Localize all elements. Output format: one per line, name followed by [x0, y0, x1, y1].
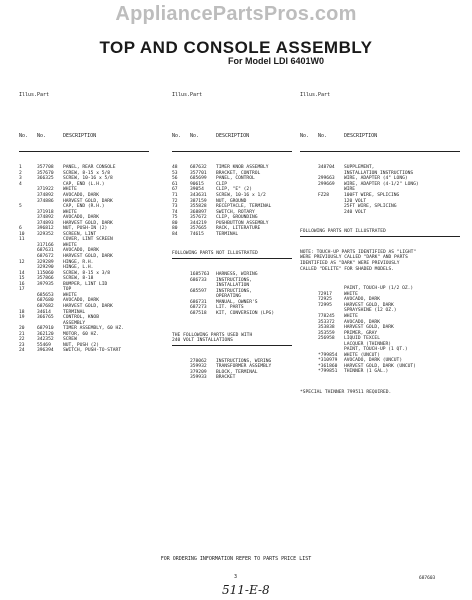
section-heading-not-illustrated: FOLLOWING PARTS NOT ILLUSTRATED: [300, 229, 460, 237]
description-header: DESCRIPTION: [216, 133, 250, 140]
part-no: 686733: [190, 277, 207, 283]
description: LIT. PARTS: [216, 305, 244, 311]
part-no: 329289: [37, 259, 54, 265]
description: 100FT WIRE, SPLICING: [344, 193, 400, 199]
description: TRANSFORMER ASSEMBLY: [216, 364, 272, 370]
partno-header: No.: [318, 133, 328, 140]
description: SUPPLEMENT,: [344, 165, 375, 171]
description: WHITE: [63, 187, 77, 193]
parts-column-3: [300, 69, 460, 401]
part-no: 366325: [37, 176, 54, 182]
description: SCREW, 8-15 x 5/8: [63, 170, 111, 176]
description: CAP, END (L.H.): [63, 181, 105, 187]
description: PANEL, REAR CONSOLE: [63, 165, 116, 171]
part-no: 55469: [37, 342, 51, 348]
parts-list-2c: [172, 359, 292, 381]
description: BRACKET: [216, 375, 236, 381]
part-no: 371918: [37, 209, 54, 215]
parts-list-1: [19, 165, 149, 354]
illus-no: 3: [19, 176, 22, 182]
description: HARVEST GOLD, DARK: [63, 220, 113, 226]
description: SCREW: [63, 337, 77, 343]
column-header-top: [172, 80, 292, 110]
description: AVOCADO, DARK (UNCUT): [344, 358, 403, 364]
part-no: 357672: [190, 215, 207, 221]
description: PUSHBUTTON ASSEMBLY: [216, 220, 269, 226]
description: HARVEST GOLD, DARK: [344, 325, 394, 331]
part-no: 355828: [190, 204, 207, 210]
description: LACQUER (THINNER): [344, 341, 392, 347]
description: AVOCADO, DARK: [63, 298, 99, 304]
description: WHITE: [63, 292, 77, 298]
description: WHITE: [63, 209, 77, 215]
illus-no: 23: [19, 342, 25, 348]
illus-no: 6: [19, 226, 22, 232]
part-no: 371922: [37, 187, 54, 193]
description: INSTRUCTIONS, WIRING: [216, 358, 272, 364]
part-no: 379209: [190, 369, 207, 375]
part-no: 396812: [37, 226, 54, 232]
illus-no: 56: [172, 176, 178, 182]
part-no: *799854: [318, 352, 338, 358]
illus-no: [172, 311, 190, 317]
part-no: 353559: [318, 330, 335, 336]
thinner-footnote: *SPECIAL THINNER 799511 REQUIRED.: [300, 390, 392, 396]
part-no: 374893: [37, 220, 54, 226]
description: WIRE, ADAPTER (4-1/2" LONG): [344, 181, 419, 187]
illus-no: 75: [172, 215, 178, 221]
description: SWITCH, PUSH-TO-START: [63, 348, 122, 354]
description-header: DESCRIPTION: [63, 133, 97, 140]
part-no: 72917: [318, 291, 332, 297]
illus-no: [172, 375, 190, 381]
part-no: 72995: [318, 302, 332, 308]
description: TIMER KNOB ASSEMBLY: [216, 165, 269, 171]
illus-no: 20: [19, 326, 25, 332]
description: MANUAL, OWNER'S: [216, 299, 258, 305]
description: LIQUID TEXCEL: [344, 336, 380, 342]
description: OPERATING: [216, 294, 241, 300]
description: WIRE: [344, 187, 356, 193]
illus-no: 17: [19, 287, 25, 293]
part-no: [318, 210, 344, 216]
illus-header: Illus.: [172, 92, 191, 99]
description: CAP, END (R.H.): [63, 204, 105, 210]
illus-no: 80: [172, 220, 178, 226]
part-no: FZ28: [318, 193, 330, 199]
part-no: 357866: [37, 276, 54, 282]
description: HARVEST GOLD, DARK: [63, 198, 113, 204]
description: NUT, PUSH (2): [63, 342, 99, 348]
part-no: 778245: [318, 313, 335, 319]
description: AVOCADO, DARK: [63, 248, 99, 254]
part-header: Part: [190, 92, 203, 99]
section-heading-240v: THE FOLLOWING PARTS USED WITH 240 VOLT INSTALLATIONS: [172, 333, 292, 346]
part-no: 299663: [318, 176, 335, 182]
description: TERMINAL: [216, 231, 239, 237]
part-header: Part: [318, 92, 331, 99]
illus-no: 18: [19, 309, 25, 315]
description: PANEL, CONTROL: [216, 176, 255, 182]
part-no: 357701: [190, 170, 207, 176]
description: TOP: [63, 287, 72, 293]
illus-no: [300, 369, 318, 375]
description: WHITE: [63, 242, 77, 248]
column-header-bottom: [300, 121, 460, 152]
description: KIT, CONVERSION (LPG): [216, 310, 275, 316]
illus-no: 5: [19, 204, 22, 210]
description: RECEPTACLE, TERMINAL: [216, 204, 272, 210]
description: BRACKET, CONTROL: [216, 170, 261, 176]
part-no: 329290: [37, 265, 54, 271]
description: SCREW, 10-16 x 1/2: [216, 193, 266, 199]
parts-column-1: [19, 69, 149, 359]
description: SPRAYSHINE (12 OZ.): [344, 308, 397, 314]
description: PAINT, TOUCH-UP (1 QT.): [344, 347, 408, 353]
description: NUT, GROUND: [216, 198, 247, 204]
illus-no: 84: [172, 231, 178, 237]
description: AVOCADO, DARK: [344, 319, 380, 325]
document-number: 687603: [419, 576, 436, 581]
part-no: 687273: [190, 305, 207, 311]
partno-header: No.: [37, 133, 47, 140]
part-no: 687672: [37, 254, 54, 260]
part-no: 317166: [37, 242, 54, 248]
part-no: 687518: [190, 310, 207, 316]
description: INSTRUCTIONS,: [216, 277, 252, 283]
part-no: 39054: [190, 187, 204, 193]
illus-no: 73: [172, 204, 178, 210]
part-no: 685653: [37, 292, 54, 298]
description: THINNER (1 GAL.): [344, 369, 389, 375]
description: SCREW, 10-16 x 5/8: [63, 176, 113, 182]
description: NUT, PUSH-IN (2): [63, 226, 108, 232]
illus-no: 24: [19, 348, 25, 354]
description: WHITE (UNCUT): [344, 352, 380, 358]
description: BUMPER, LINT LID: [63, 281, 108, 287]
part-no: 686731: [190, 299, 207, 305]
page-title: TOP AND CONSOLE ASSEMBLY: [99, 38, 373, 57]
parts-row: [172, 232, 292, 238]
part-no: 387159: [190, 198, 207, 204]
illus-no: 22: [19, 337, 25, 343]
part-no: 90615: [190, 181, 204, 187]
description: 120 VOLT: [344, 198, 367, 204]
touch-up-note: NOTE: TOUCH-UP PARTS IDENTIFIED AS "LIGHT" WERE PREVIOUSLY CALLED "DARK" AND PARTS IDENTIFIED AS "DARK" WERE PREVIOUSLY CALLED "DELITE" FOR SHADED MODELS.: [300, 249, 417, 272]
illus-no: 15: [19, 276, 25, 282]
part-no: 348704: [318, 165, 335, 171]
part-no: 374892: [37, 215, 54, 221]
part-no: 685699: [190, 176, 207, 182]
part-no: 74615: [190, 231, 204, 237]
illus-no: 72: [172, 198, 178, 204]
description: SWITCH, ROTARY: [216, 209, 255, 215]
illus-no: 2: [19, 170, 22, 176]
part-no: 357670: [37, 170, 54, 176]
illus-no: 21: [19, 331, 25, 337]
description: HARVEST GOLD, DARK: [344, 302, 394, 308]
description: RACK, LITERATURE: [216, 226, 261, 232]
part-no: 357708: [37, 165, 54, 171]
illus-no: 14: [19, 270, 25, 276]
part-no: 256958: [318, 336, 335, 342]
illus-no: 19: [19, 315, 25, 321]
parts-row: [172, 311, 292, 317]
page-number: 3: [234, 574, 238, 580]
description: CLIP, GROUNDING: [216, 215, 258, 221]
description: HINGE, L.H.: [63, 265, 94, 271]
part-no: 687680: [37, 298, 54, 304]
part-no: 396394: [37, 348, 54, 354]
description: 240 VOLT: [344, 209, 367, 215]
description: INSTALLATION: [216, 283, 250, 289]
description: INSTALLATION INSTRUCTIONS: [344, 170, 414, 176]
parts-column-2: [172, 69, 292, 387]
illus-no: 11: [19, 237, 25, 243]
part-no: 687910: [37, 326, 54, 332]
illus-header: Illus.: [19, 92, 38, 99]
description: WHITE: [344, 291, 358, 297]
illus-no: 4: [19, 181, 22, 187]
description: HINGE, R.H.: [63, 259, 94, 265]
parts-list-2b: [172, 272, 292, 316]
description: CLIP, "E" (2): [216, 187, 252, 193]
part-header: Part: [37, 92, 50, 99]
illus-no: [300, 210, 318, 216]
part-no: 374892: [37, 193, 54, 199]
parts-list-3b: [300, 286, 460, 375]
part-no: 687631: [37, 248, 54, 254]
no-header: No.: [19, 133, 29, 140]
description: SCREEN, LINT: [63, 231, 97, 237]
parts-list-3: [300, 165, 460, 215]
illus-no: 67: [172, 187, 178, 193]
description: HARVEST GOLD, DARK: [63, 254, 113, 260]
part-no: 1685763: [190, 272, 210, 278]
illus-no: 16: [19, 281, 25, 287]
description: AVOCADO, DARK: [63, 193, 99, 199]
part-no: 329352: [37, 231, 54, 237]
description: HARNESS, WIRING: [216, 272, 258, 278]
description: INSTRUCTIONS,: [216, 288, 252, 294]
description: TERMINAL: [63, 309, 86, 315]
handwritten-code: 511-E-8: [222, 583, 270, 597]
column-header-bottom: [19, 121, 149, 152]
watermark: AppliancePartsPros.com: [115, 3, 357, 25]
part-no: 115060: [37, 270, 54, 276]
description: COVER, LINT SCREEN: [63, 237, 113, 243]
no-header: No.: [172, 133, 182, 140]
no-header: No.: [300, 133, 310, 140]
part-no: 342352: [37, 337, 54, 343]
part-no: *799851: [318, 369, 338, 375]
part-no: 374886: [37, 198, 54, 204]
illus-no: 12: [19, 259, 25, 265]
description: TIMER ASSEMBLY, 60 HZ.: [63, 326, 124, 332]
part-no: 72925: [318, 297, 332, 303]
part-no: *310979: [318, 358, 338, 364]
illus-no: 61: [172, 181, 178, 187]
description: MOTOR, 60 HZ.: [63, 331, 99, 337]
parts-list-2: [172, 165, 292, 237]
description: WIRE, ADAPTER (4" LONG): [344, 176, 408, 182]
partno-header: No.: [190, 133, 200, 140]
parts-row: [19, 348, 149, 354]
part-no: 687682: [37, 303, 54, 309]
column-header-bottom: [172, 121, 292, 152]
illus-no: 53: [172, 170, 178, 176]
illus-no: 80: [172, 226, 178, 232]
parts-row: [172, 375, 292, 381]
part-no: 359933: [190, 375, 207, 381]
description: CONTROL, KNOB: [63, 315, 99, 321]
part-no: 299669: [318, 181, 335, 187]
part-no: 353372: [318, 319, 335, 325]
description: PAINT, TOUCH-UP (1/2 OZ.): [344, 286, 414, 292]
parts-row: [300, 369, 460, 375]
description: ASSEMBLY: [63, 320, 86, 326]
ordering-footer: FOR ORDERING INFORMATION REFER TO PARTS PRICE LIST: [160, 556, 312, 562]
description: AVOCADO, DARK: [63, 215, 99, 221]
part-no: 362120: [37, 331, 54, 337]
description: AVOCADO, DARK: [344, 297, 380, 303]
description: WHITE: [344, 313, 358, 319]
part-no: 344219: [190, 220, 207, 226]
illus-no: 1: [19, 165, 22, 171]
description: SCREW, 8-18: [63, 276, 94, 282]
description-header: DESCRIPTION: [344, 133, 378, 140]
description: 25FT WIRE, SPLICING: [344, 204, 397, 210]
part-no: *361860: [318, 363, 338, 369]
part-no: 278062: [190, 358, 207, 364]
model-subtitle: For Model LDI 6401W0: [228, 56, 325, 66]
illus-header: Illus.: [300, 92, 319, 99]
illus-no: 48: [172, 165, 178, 171]
column-header-top: [19, 80, 149, 110]
parts-row: [300, 210, 460, 216]
description: SCREW, 8-15 x 3/8: [63, 270, 111, 276]
part-no: 34614: [37, 309, 51, 315]
description: CLIP: [216, 181, 228, 187]
illus-no: 74: [172, 209, 178, 215]
illus-no: 71: [172, 193, 178, 199]
part-no: 353838: [318, 325, 335, 331]
part-no: 359932: [190, 364, 207, 370]
description: BLOCK, TERMINAL: [216, 369, 258, 375]
part-no: 687632: [190, 165, 207, 171]
part-no: 397935: [37, 281, 54, 287]
part-no: 357665: [190, 226, 207, 232]
column-header-top: [300, 80, 460, 110]
description: PRIMER, GRAY: [344, 330, 378, 336]
part-no: 368897: [190, 209, 207, 215]
section-heading-not-illustrated: FOLLOWING PARTS NOT ILLUSTRATED: [172, 251, 292, 259]
description: HARVEST GOLD, DARK (UNCUT): [344, 363, 416, 369]
illus-no: 10: [19, 231, 25, 237]
part-no: 366765: [37, 315, 54, 321]
description: HARVEST GOLD, DARK: [63, 303, 113, 309]
part-no: 343631: [190, 193, 207, 199]
part-no: 685597: [190, 288, 207, 294]
